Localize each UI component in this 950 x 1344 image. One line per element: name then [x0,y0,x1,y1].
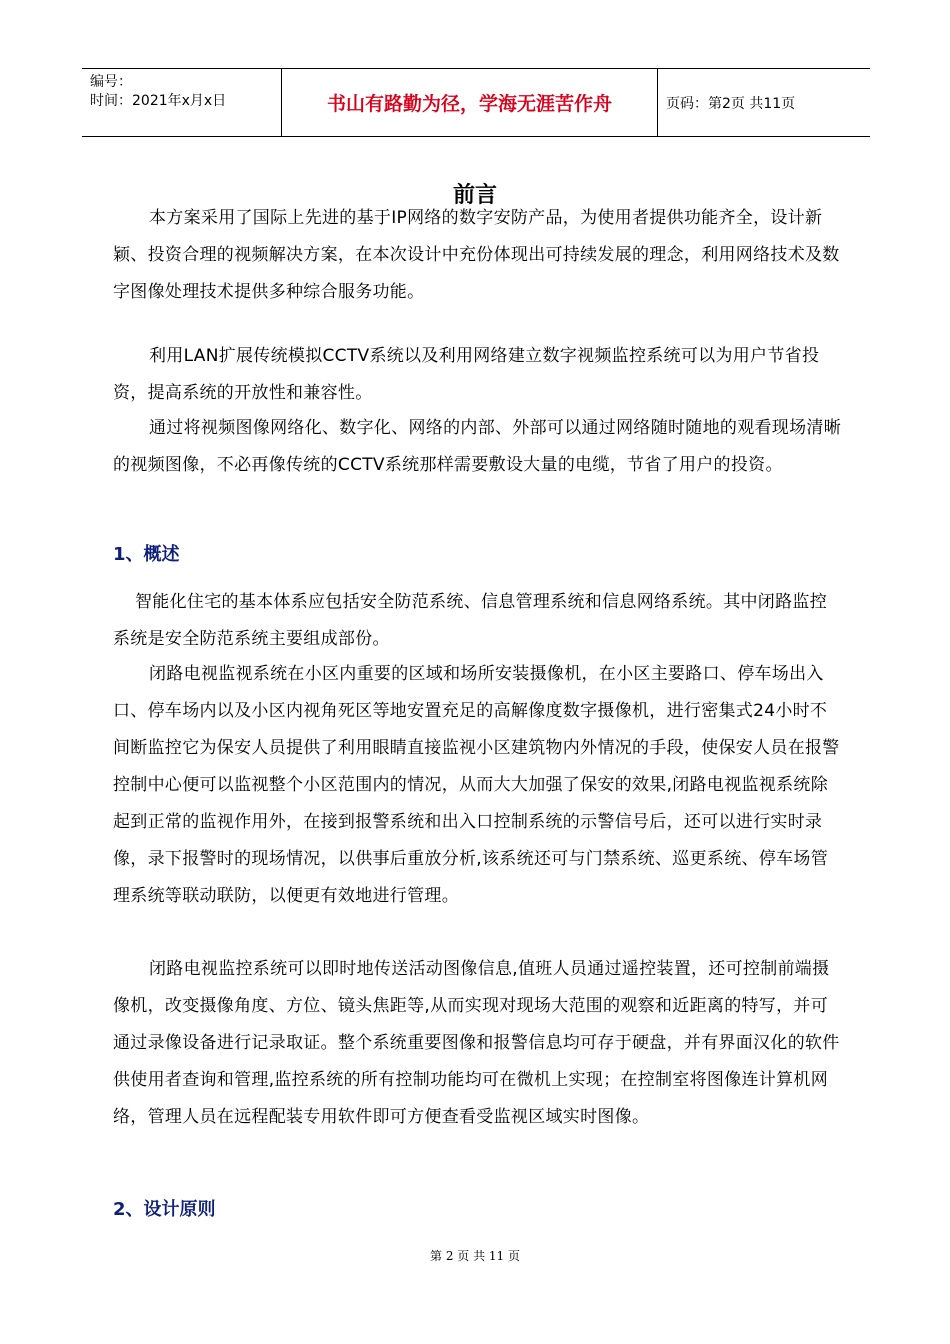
section-1-paragraph-1: 智能化住宅的基本体系应包括安全防范系统、信息管理系统和信息网络系统。其中闭路监控系统是安全防范系统主要组成部份。 [113,592,827,649]
header-left-cell [82,69,282,136]
section-1-paragraph-3: 闭路电视监控系统可以即时地传送活动图像信息,值班人员通过遥控装置，还可控制前端摄像机，改变摄像角度、方位、镜头焦距等,从而实现对现场大范围的观察和近距离的特写，并可通过录像设备进行记录取证。整个系统重要图像和报警信息均可存于硬盘，并有界面汉化的软件供使用者查询和管理,监控系统的所有控制功能均可在微机上实现；在控制室将图像连计算机网络，管理人员在远程配装专用软件即可方便查看受监视区域实时图像。 [113,959,840,1127]
section-1-paragraph-2: 闭路电视监视系统在小区内重要的区域和场所安装摄像机，在小区主要路口、停车场出入口、停车场内以及小区内视角死区等地安置充足的高解像度数字摄像机，进行密集式24小时不间断监控它为保安人员提供了利用眼睛直接监视小区建筑物内外情况的手段，使保安人员在报警控制中心便可以监视整个小区范围内的情况，从而大大加强了保安的效果,闭路电视监视系统除起到正常的监视作用外，在接到报警系统和出入口控制系统的示警信号后，还可以进行实时录像，录下报警时的现场情况，以供事后重放分析,该系统还可与门禁系统、巡更系统、停车场管理系统等联动联防，以便更有效地进行管理。 [113,664,840,906]
document-date: 时间：2021年x月x日 [90,93,227,109]
page-title: 前言 [452,183,497,208]
page-footer: 第 2 页 共 11 页 [430,1249,520,1263]
section-2-heading: 2、设计原则 [113,1199,216,1220]
preface-paragraph-2: 利用LAN扩展传统模拟CCTV系统以及利用网络建立数字视频监控系统可以为用户节省投资，提高系统的开放性和兼容性。 [113,346,820,403]
header-page-code: 页码：第2页 共11页 [666,95,796,112]
preface-paragraph-3: 通过将视频图像网络化、数字化、网络的内部、外部可以通过网络随时随地的观看现场清晰的视频图像，不必再像传统的CCTV系统那样需要敷设大量的电缆，节省了用户的投资。 [113,418,841,475]
document-number-label: 编号： [90,74,132,90]
header-table [82,68,870,137]
header-motto: 书山有路勤为径，学海无涯苦作舟 [282,69,658,136]
section-1-heading: 1、概述 [113,544,180,565]
preface-paragraph-1: 本方案采用了国际上先进的基于IP网络的数字安防产品，为使用者提供功能齐全，设计新颖、投资合理的视频解决方案，在本次设计中充份体现出可持续发展的理念，利用网络技术及数字图像处理技术提供多种综合服务功能。 [113,208,840,302]
